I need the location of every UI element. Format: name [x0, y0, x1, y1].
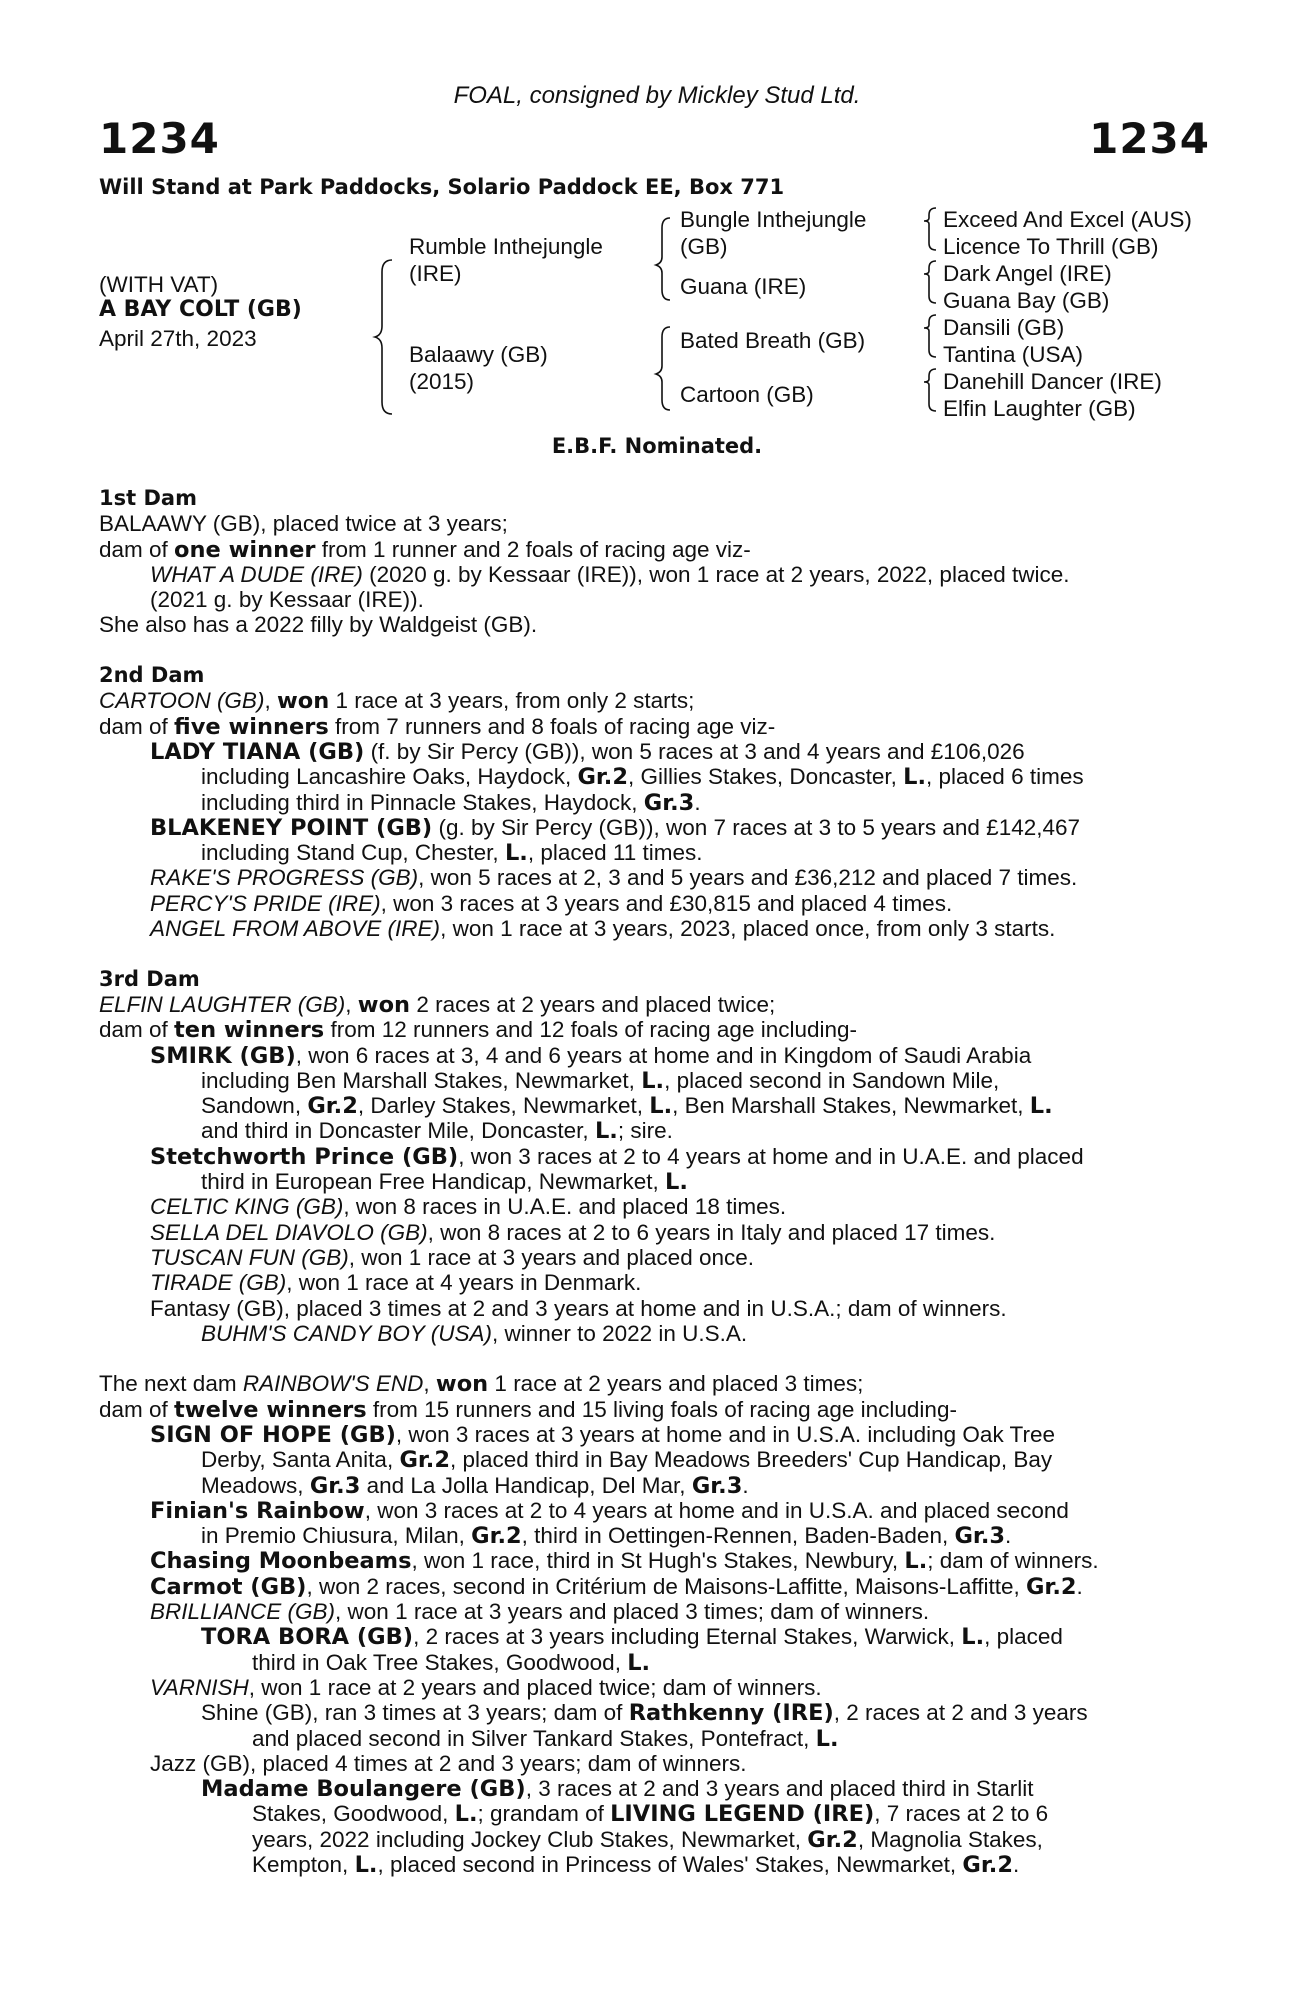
pedigree-ddd: Elfin Laughter (GB)	[943, 396, 1136, 421]
second-dam-heading: 2nd Dam	[99, 663, 205, 688]
next-dam-line: and placed second in Silver Tankard Stakes, Pontefract, L.	[252, 1725, 839, 1752]
second-dam-line: BLAKENEY POINT (GB) (g. by Sir Percy (GB)), won 7 races at 3 to 5 years and £142,467	[150, 814, 1081, 841]
pedigree-dds: Danehill Dancer (IRE)	[943, 369, 1162, 394]
pedigree-sss: Exceed And Excel (AUS)	[943, 207, 1192, 232]
lot-number-left: 1234	[99, 114, 220, 163]
pedigree-sdd: Guana Bay (GB)	[943, 288, 1110, 313]
pedigree-dsd: Tantina (USA)	[943, 342, 1084, 367]
second-dam-line: including third in Pinnacle Stakes, Haydock, Gr.3.	[201, 789, 701, 816]
next-dam-line: Carmot (GB), won 2 races, second in Critérium de Maisons-Laffitte, Maisons-Laffitte, Gr.2.	[150, 1573, 1083, 1600]
third-dam-heading: 3rd Dam	[99, 966, 200, 991]
pedigree-sire: Rumble Inthejungle (IRE)	[409, 234, 603, 286]
second-dam-line: LADY TIANA (GB) (f. by Sir Percy (GB)), won 5 races at 3 and 4 years and £106,026	[150, 738, 1025, 765]
pedigree-dam-dam: Cartoon (GB)	[680, 382, 814, 407]
catalogue-body	[99, 486, 1209, 1877]
pedigree-sds: Dark Angel (IRE)	[943, 261, 1112, 286]
next-dam-line: years, 2022 including Jockey Club Stakes, Newmarket, Gr.2, Magnolia Stakes,	[252, 1826, 1043, 1853]
third-dam-line: BUHM'S CANDY BOY (USA), winner to 2022 in U.S.A.	[201, 1320, 748, 1346]
second-dam-line: dam of five winners from 7 runners and 8 foals of racing age viz-	[99, 713, 776, 740]
second-dam-line: including Lancashire Oaks, Haydock, Gr.2, Gillies Stakes, Doncaster, L., placed 6 times	[201, 764, 1084, 791]
next-dam-line: BRILLIANCE (GB), won 1 race at 3 years and placed 3 times; dam of winners.	[150, 1599, 930, 1625]
next-dam-line: Chasing Moonbeams, won 1 race, third in St Hugh's Stakes, Newbury, L.; dam of winners.	[150, 1548, 1099, 1575]
next-dam-line: Finian's Rainbow, won 3 races at 2 to 4 years at home and in U.S.A. and placed second	[150, 1497, 1069, 1524]
second-dam-line: ANGEL FROM ABOVE (IRE), won 1 race at 3 years, 2023, placed once, from only 3 starts.	[150, 916, 1056, 942]
first-dam-line: dam of one winner from 1 runner and 2 foals of racing age viz-	[99, 536, 751, 563]
vat-note: (WITH VAT)	[99, 272, 219, 297]
pedigree-ssd: Licence To Thrill (GB)	[943, 234, 1159, 259]
third-dam-line: CELTIC KING (GB), won 8 races in U.A.E. and placed 18 times.	[150, 1194, 787, 1220]
third-dam-line: TUSCAN FUN (GB), won 1 race at 3 years and placed once.	[150, 1244, 755, 1270]
first-dam-line: WHAT A DUDE (IRE) (2020 g. by Kessaar (IRE)), won 1 race at 2 years, 2022, placed twice.	[150, 561, 1070, 587]
third-dam-line: Stetchworth Prince (GB), won 3 races at 2 to 4 years at home and in U.A.E. and placed	[150, 1143, 1084, 1170]
horse-title: A BAY COLT (GB)	[99, 297, 302, 322]
pedigree-dss: Dansili (GB)	[943, 315, 1065, 340]
third-dam-line: SELLA DEL DIAVOLO (GB), won 8 races at 2 to 6 years in Italy and placed 17 times.	[150, 1219, 996, 1245]
consignment-line: FOAL, consigned by Mickley Stud Ltd.	[453, 82, 861, 109]
third-dam-line: Fantasy (GB), placed 3 times at 2 and 3 years at home and in U.S.A.; dam of winners.	[150, 1295, 1007, 1321]
next-dam-line: Jazz (GB), placed 4 times at 2 and 3 years; dam of winners.	[150, 1750, 747, 1776]
first-dam-line: (2021 g. by Kessaar (IRE)).	[150, 587, 424, 613]
third-dam-line: and third in Doncaster Mile, Doncaster, L.; sire.	[201, 1118, 673, 1145]
next-dam-line: Kempton, L., placed second in Princess of Wales' Stakes, Newmarket, Gr.2.	[252, 1852, 1020, 1879]
first-dam-line: She also has a 2022 filly by Waldgeist (GB).	[99, 612, 538, 638]
third-dam-line: Sandown, Gr.2, Darley Stakes, Newmarket, L., Ben Marshall Stakes, Newmarket, L.	[201, 1093, 1053, 1120]
next-dam-line: dam of twelve winners from 15 runners and 15 living foals of racing age including-	[99, 1396, 957, 1423]
pedigree-sire-sire: Bungle Inthejungle (GB)	[680, 207, 867, 259]
pedigree-dam-sire: Bated Breath (GB)	[680, 328, 866, 353]
next-dam-line: TORA BORA (GB), 2 races at 3 years including Eternal Stakes, Warwick, L., placed	[201, 1624, 1063, 1651]
pedigree-sire-dam: Guana (IRE)	[680, 274, 807, 299]
third-dam-line: ELFIN LAUGHTER (GB), won 2 races at 2 years and placed twice;	[99, 991, 776, 1018]
ebf-nominated: E.B.F. Nominated.	[551, 434, 763, 458]
second-dam-line: RAKE'S PROGRESS (GB), won 5 races at 2, 3 and 5 years and £36,212 and placed 7 times.	[150, 865, 1078, 891]
next-dam-line: Shine (GB), ran 3 times at 3 years; dam of Rathkenny (IRE), 2 races at 2 and 3 years	[201, 1700, 1088, 1727]
next-dam-line: Derby, Santa Anita, Gr.2, placed third in Bay Meadows Breeders' Cup Handicap, Bay	[201, 1447, 1053, 1474]
next-dam-line: Madame Boulangere (GB), 3 races at 2 and 3 years and placed third in Starlit	[201, 1776, 1034, 1803]
next-dam-line: The next dam RAINBOW'S END, won 1 race at 2 years and placed 3 times;	[99, 1371, 864, 1398]
next-dam-line: SIGN OF HOPE (GB), won 3 races at 3 years at home and in U.S.A. including Oak Tree	[150, 1421, 1055, 1448]
third-dam-line: SMIRK (GB), won 6 races at 3, 4 and 6 years at home and in Kingdom of Saudi Arabia	[150, 1042, 1032, 1069]
next-dam-line: Stakes, Goodwood, L.; grandam of LIVING LEGEND (IRE), 7 races at 2 to 6	[252, 1801, 1049, 1828]
third-dam-line: dam of ten winners from 12 runners and 12 foals of racing age including-	[99, 1017, 858, 1044]
first-dam-line: BALAAWY (GB), placed twice at 3 years;	[99, 511, 508, 537]
second-dam-line: PERCY'S PRIDE (IRE), won 3 races at 3 years and £30,815 and placed 4 times.	[150, 890, 953, 916]
next-dam-line: third in Oak Tree Stakes, Goodwood, L.	[252, 1649, 651, 1676]
third-dam-line: TIRADE (GB), won 1 race at 4 years in Denmark.	[150, 1270, 642, 1296]
stand-location: Will Stand at Park Paddocks, Solario Paddock EE, Box 771	[99, 175, 785, 199]
next-dam-line: in Premio Chiusura, Milan, Gr.2, third in Oettingen-Rennen, Baden-Baden, Gr.3.	[201, 1523, 1012, 1550]
third-dam-line: third in European Free Handicap, Newmarket, L.	[201, 1169, 688, 1196]
lot-number-right: 1234	[1089, 114, 1210, 163]
second-dam-line: including Stand Cup, Chester, L., placed 11 times.	[201, 840, 703, 867]
first-dam-heading: 1st Dam	[99, 486, 197, 510]
pedigree-dam: Balaawy (GB) (2015)	[409, 342, 548, 394]
third-dam-line: including Ben Marshall Stakes, Newmarket, L., placed second in Sandown Mile,	[201, 1067, 1000, 1094]
next-dam-line: Meadows, Gr.3 and La Jolla Handicap, Del Mar, Gr.3.	[201, 1472, 749, 1499]
foaling-date: April 27th, 2023	[99, 326, 257, 351]
next-dam-line: VARNISH, won 1 race at 2 years and placed twice; dam of winners.	[150, 1674, 822, 1700]
second-dam-line: CARTOON (GB), won 1 race at 3 years, from only 2 starts;	[99, 688, 695, 715]
